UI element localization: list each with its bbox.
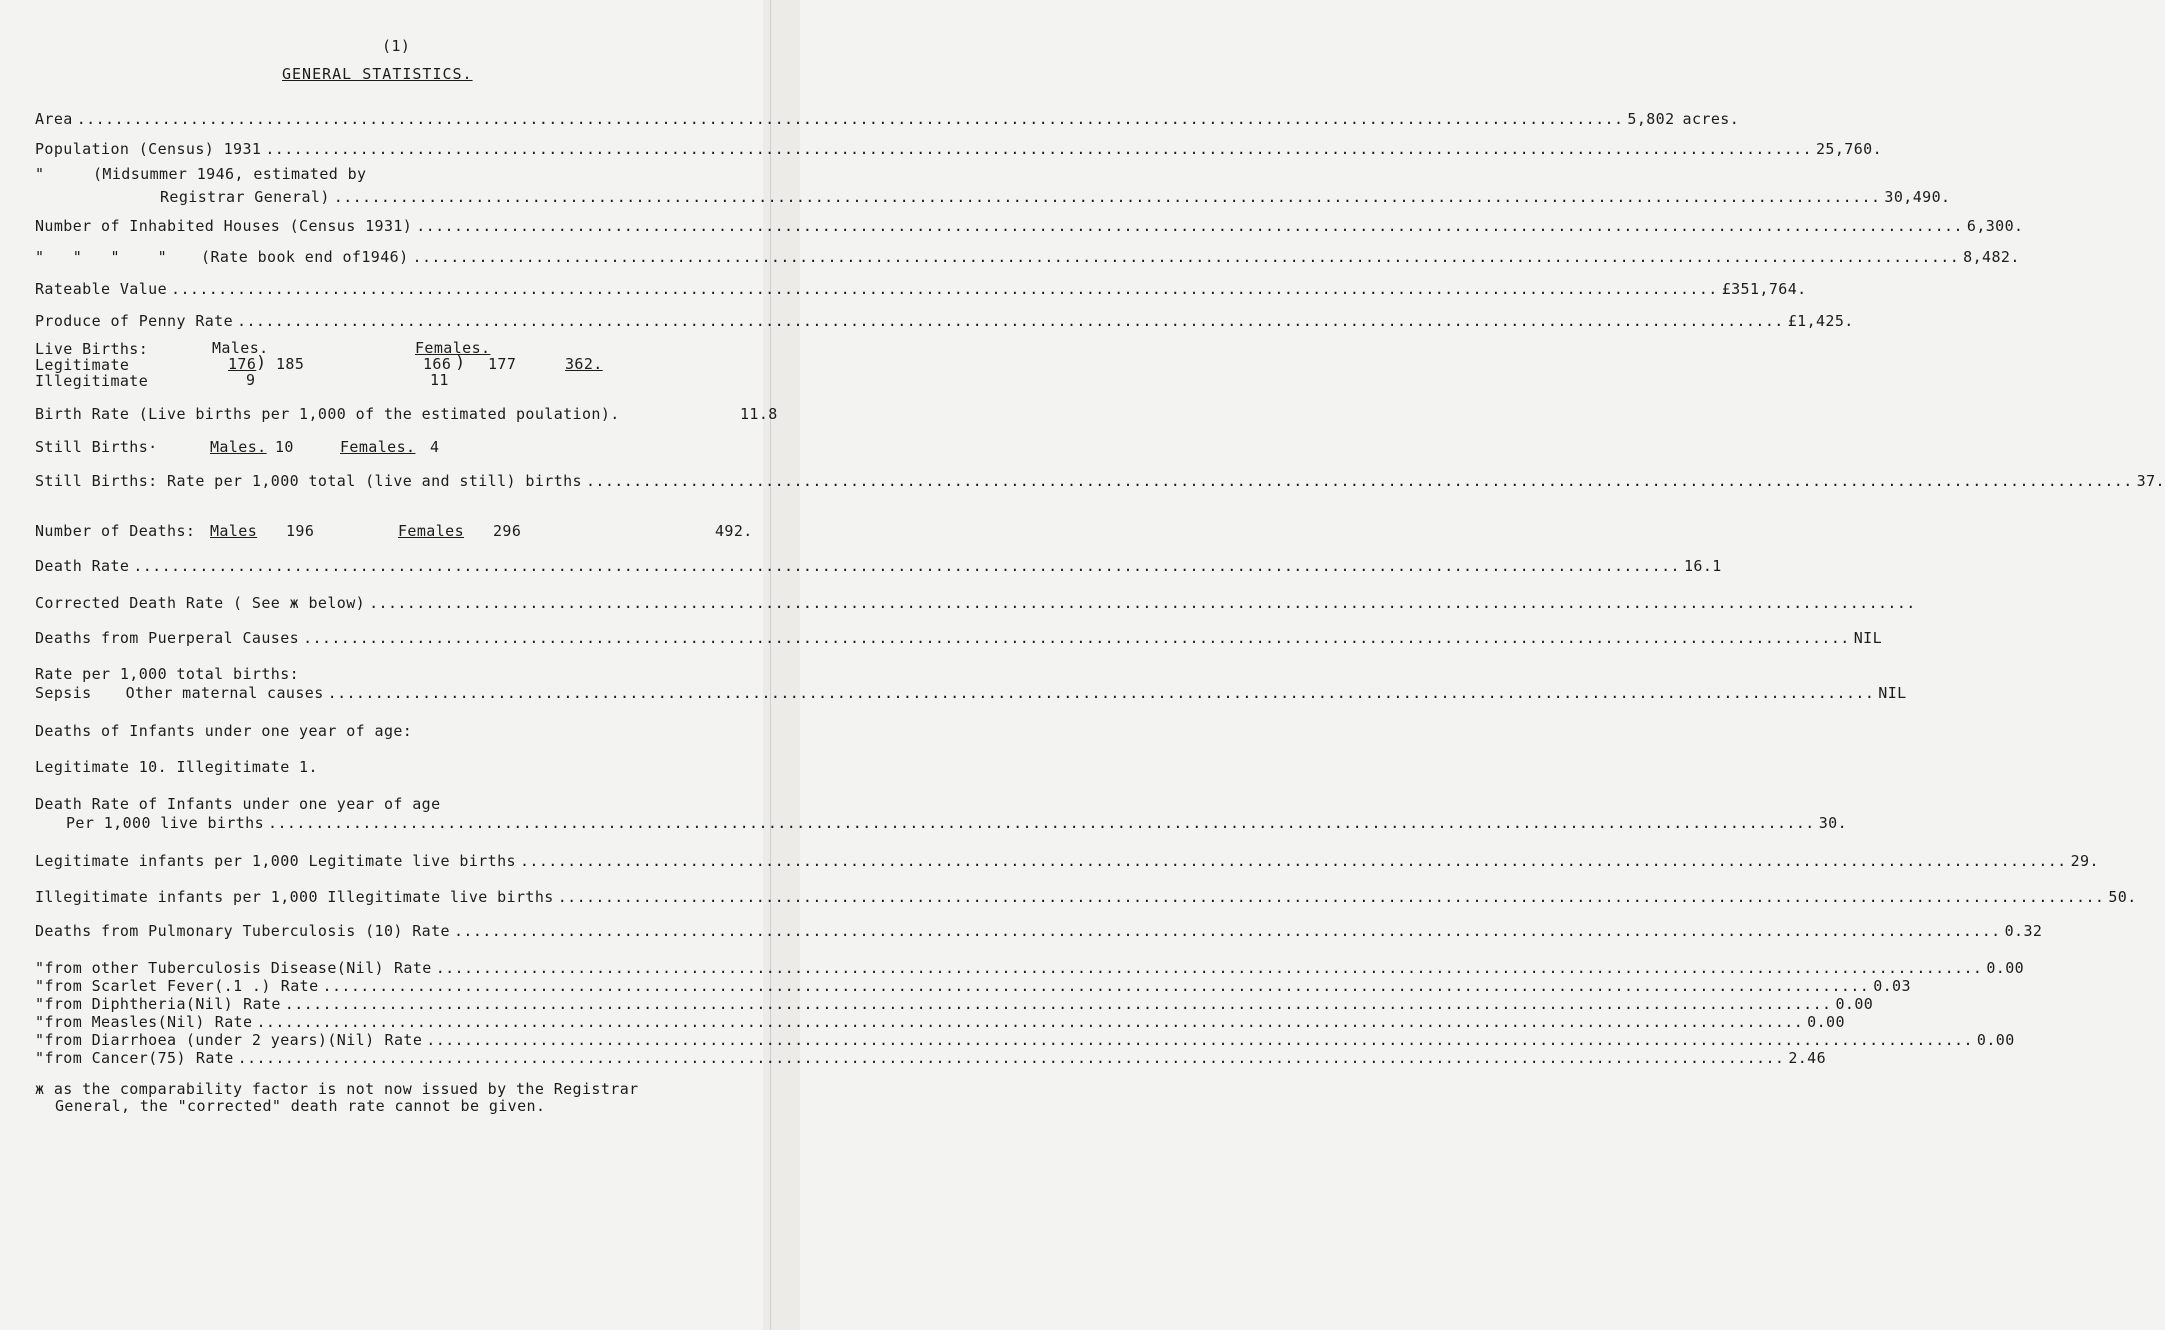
other-maternal-label: Other maternal causes: [125, 684, 324, 702]
area-label: Area: [35, 110, 73, 128]
leader-dots: [413, 248, 1960, 266]
population-1946-row: [160, 186, 1951, 206]
disease-count: (Nil): [185, 995, 234, 1013]
disease-cause: from Cancer: [44, 1049, 149, 1067]
disease-row: [35, 957, 2025, 977]
birth-rate-label: Birth Rate (Live births per 1,000 of the estimated poulation).: [35, 405, 620, 423]
pulmonary-tb-label: Deaths from Pulmonary Tuberculosis (10) Rate: [35, 922, 450, 940]
houses-1931-row: [35, 215, 2024, 235]
rateable-value-value: £351,764.: [1721, 280, 1807, 298]
still-births-males-label: Males.: [210, 438, 267, 456]
population-1931-label: Population (Census) 1931: [35, 140, 262, 158]
disease-value: 0.00: [1976, 1031, 2015, 1049]
rate-total-births-label: Rate per 1,000 total births:: [35, 665, 300, 683]
ditto-mark: ": [35, 1049, 45, 1067]
leader-dots: [416, 217, 1963, 235]
leader-dots: [328, 684, 1875, 702]
leader-dots: [520, 852, 2067, 870]
infant-death-rate-label-line1: Death Rate of Infants under one year of age: [35, 795, 441, 813]
leader-dots: [237, 312, 1784, 330]
disease-row: [35, 1047, 1827, 1067]
houses-1946-ditto: " " " ": [35, 248, 168, 266]
leader-dots: [238, 1049, 1785, 1067]
still-births-females-value: 4: [430, 438, 440, 456]
disease-count: (Nil): [336, 959, 384, 977]
corrected-death-rate-label: Corrected Death Rate ( See ж below): [35, 594, 366, 612]
disease-rate-label: Rate: [393, 959, 432, 977]
area-row: [35, 108, 1740, 128]
penny-rate-label: Produce of Penny Rate: [35, 312, 234, 330]
brace: ): [455, 353, 466, 373]
disease-value: 0.00: [1986, 959, 2025, 977]
ditto-mark: ": [35, 995, 45, 1013]
population-1946-label-line1: (Midsummer 1946, estimated by: [93, 165, 367, 183]
page-number: (1): [382, 37, 411, 55]
disease-rate-label: Rate: [280, 977, 319, 995]
footnote-line1: ж as the comparability factor is not now issued by the Registrar: [35, 1080, 639, 1098]
disease-count: (Nil): [157, 1013, 205, 1031]
disease-count: (.1 .): [214, 977, 271, 995]
infant-death-rate-label-line2: Per 1,000 live births: [66, 814, 265, 832]
disease-rate-label: Rate: [214, 1013, 253, 1031]
leader-dots: [586, 472, 2133, 490]
leader-dots: [265, 140, 1812, 158]
males-illegitimate: 9: [246, 371, 256, 389]
still-birth-rate-value: 37.: [2136, 472, 2165, 490]
ditto-mark: ": [35, 959, 45, 977]
disease-cause: from Measles: [44, 1013, 158, 1031]
disease-value: 0.03: [1873, 977, 1911, 995]
leader-dots: [77, 110, 1624, 128]
population-1931-value: 25,760.: [1816, 140, 1883, 158]
disease-row: [35, 975, 1911, 995]
deaths-total: 492.: [715, 522, 753, 540]
live-births-total: 362.: [565, 355, 603, 373]
disease-value: 0.00: [1835, 995, 1874, 1013]
disease-cause: from Scarlet Fever: [44, 977, 215, 995]
puerperal-value: NIL: [1853, 629, 1883, 647]
illegit-infants-row: [35, 886, 2137, 906]
still-births-females-label: Females.: [340, 438, 416, 456]
disease-value: 0.00: [1807, 1013, 1845, 1031]
death-rate-value: 16.1: [1683, 557, 1722, 575]
sepsis-label: Sepsis: [35, 684, 92, 702]
population-1946-ditto: ": [35, 165, 45, 183]
illegit-infants-label: Illegitimate infants per 1,000 Illegitimate live births: [35, 888, 554, 906]
females-legitimate: 166: [423, 355, 452, 373]
infant-deaths-detail: Legitimate 10. Illegitimate 1.: [35, 758, 318, 776]
disease-count: (Nil): [327, 1031, 375, 1049]
live-births-label: Live Births:: [35, 340, 149, 358]
disease-rate-label: Rate: [195, 1049, 234, 1067]
leader-dots: [454, 922, 2001, 940]
penny-rate-row: [35, 310, 1854, 330]
death-rate-label: Death Rate: [35, 557, 130, 575]
still-births-males-value: 10: [275, 438, 294, 456]
ditto-mark: ": [35, 977, 45, 995]
leader-dots: [334, 188, 1881, 206]
deaths-females-value: 296: [493, 522, 522, 540]
maternal-value: NIL: [1878, 684, 1907, 702]
legit-infants-value: 29.: [2070, 852, 2099, 870]
females-header: Females.: [415, 339, 491, 357]
maternal-row: [35, 682, 1907, 702]
disease-row: [35, 993, 1874, 1013]
population-1946-label-line2: Registrar General): [160, 188, 330, 206]
illegitimate-label: Illegitimate: [35, 372, 149, 390]
rateable-value-label: Rateable Value: [35, 280, 168, 298]
legit-infants-label: Legitimate infants per 1,000 Legitimate live births: [35, 852, 516, 870]
houses-1931-value: 6,300.: [1966, 217, 2024, 235]
still-birth-rate-row: [35, 470, 2165, 490]
females-total: 177: [488, 355, 517, 373]
females-illegitimate: 11: [430, 371, 449, 389]
disease-row: [35, 1029, 2015, 1049]
birth-rate-value: 11.8: [740, 405, 778, 423]
ditto-mark: ": [35, 1031, 45, 1049]
legitimate-label: Legitimate: [35, 356, 130, 374]
infant-death-rate-row: [66, 812, 1847, 832]
deaths-females-label: Females: [398, 522, 465, 540]
deaths-label: Number of Deaths:: [35, 522, 196, 540]
disease-cause: from Diphtheria: [44, 995, 186, 1013]
deaths-males-value: 196: [286, 522, 315, 540]
houses-1946-row: [35, 246, 2020, 266]
disease-cause: from other Tuberculosis Disease: [44, 959, 337, 977]
houses-1946-value: 8,482.: [1963, 248, 2020, 266]
area-value: 5,802: [1627, 110, 1675, 128]
disease-count: (75): [148, 1049, 186, 1067]
leader-dots: [268, 814, 1815, 832]
still-births-label: Still Births·: [35, 438, 158, 456]
leader-dots: [171, 280, 1718, 298]
males-total: 185: [276, 355, 305, 373]
penny-rate-value: £1,425.: [1787, 312, 1854, 330]
brace: ): [256, 353, 267, 373]
puerperal-label: Deaths from Puerperal Causes: [35, 629, 300, 647]
disease-rate-label: Rate: [384, 1031, 423, 1049]
leader-dots: [303, 629, 1850, 647]
disease-value: 2.46: [1788, 1049, 1827, 1067]
population-1946-value: 30,490.: [1884, 188, 1951, 206]
population-1931-row: [35, 138, 1883, 158]
illegit-infants-value: 50.: [2108, 888, 2137, 906]
disease-row: [35, 1011, 1845, 1031]
leader-dots: [369, 594, 1916, 612]
males-legitimate: 176: [228, 355, 257, 373]
infant-death-rate-value: 30.: [1818, 814, 1847, 832]
disease-cause: from Diarrhoea (under 2 years): [44, 1031, 328, 1049]
puerperal-row: [35, 627, 1883, 647]
area-unit: acres.: [1682, 110, 1740, 128]
infant-deaths-label: Deaths of Infants under one year of age:: [35, 722, 413, 740]
disease-rate-label: Rate: [243, 995, 281, 1013]
legit-infants-row: [35, 850, 2099, 870]
houses-1931-label: Number of Inhabited Houses (Census 1931): [35, 217, 413, 235]
males-header: Males.: [212, 339, 269, 357]
pulmonary-tb-value: 0.32: [2004, 922, 2043, 940]
rateable-value-row: [35, 278, 1807, 298]
page-title: GENERAL STATISTICS.: [282, 65, 473, 83]
deaths-males-label: Males: [210, 522, 258, 540]
pulmonary-tb-row: [35, 920, 2043, 940]
corrected-death-rate-row: [35, 592, 775, 612]
leader-dots: [133, 557, 1680, 575]
leader-dots: [558, 888, 2105, 906]
houses-1946-label: (Rate book end of1946): [201, 248, 409, 266]
ditto-mark: ": [35, 1013, 45, 1031]
footnote-line2: General, the "corrected" death rate cannot be given.: [55, 1097, 546, 1115]
death-rate-row: [35, 555, 1722, 575]
still-birth-rate-label: Still Births: Rate per 1,000 total (live and still) births: [35, 472, 582, 490]
